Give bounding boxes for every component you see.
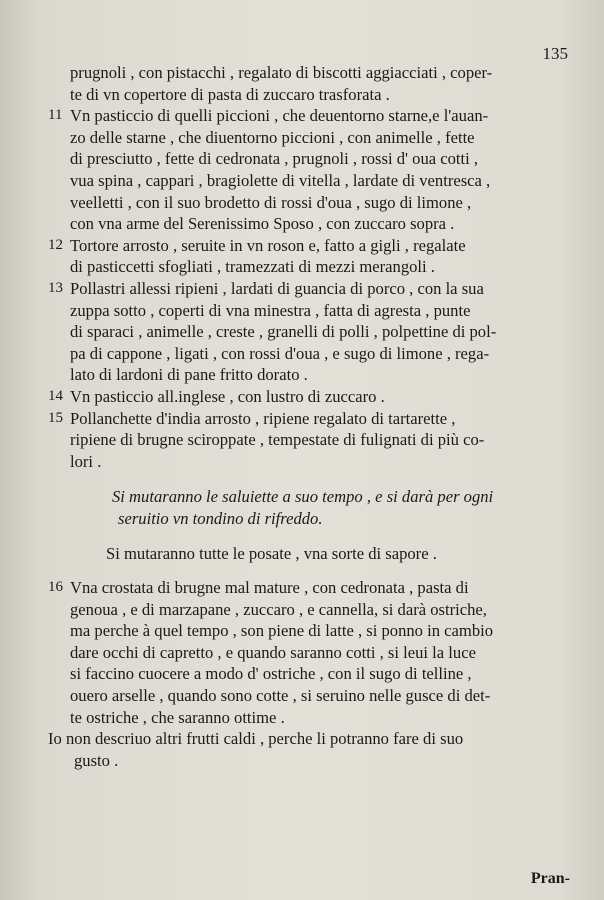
text-line: si faccino cuocere a modo d' ostriche , con il sugo di telline , — [70, 664, 472, 684]
napkin-note — [48, 486, 596, 529]
menu-entry-15 — [48, 408, 596, 473]
catchword: Pran- — [530, 870, 570, 887]
text-line: Vna crostata di brugne mal mature , con cedronata , pasta di — [70, 578, 469, 598]
cutlery-note — [48, 543, 596, 565]
text-line: dare occhi di capretto , e quando saranno cotti , si leui la luce — [70, 642, 476, 662]
text-line: di presciutto , fette di cedronata , prugnoli , rossi d' oua cotti , — [70, 149, 479, 169]
text-line: zo delle starne , che diuentorno piccioni , con animelle , fette — [70, 127, 475, 147]
text-line: zuppa sotto , coperti di vna minestra , fatta di agresta , punte — [70, 300, 471, 320]
menu-entry-14 — [48, 386, 596, 408]
text-line: Pollastri allessi ripieni , lardati di guancia di porco , con la sua — [70, 278, 484, 298]
text-line: prugnoli , con pistacchi , regalato di biscotti aggiacciati , coper- — [70, 63, 493, 82]
menu-entry-13 — [48, 278, 596, 386]
menu-entry-12 — [48, 235, 596, 278]
entry-number: 15 — [48, 409, 63, 426]
continuation-paragraph — [48, 62, 596, 105]
text-line: te ostriche , che saranno ottime . — [70, 707, 285, 727]
entry-number: 11 — [48, 107, 63, 124]
entry-number: 14 — [48, 387, 63, 404]
text-line: Tortore arrosto , seruite in vn roson e, fatto a gigli , regalate — [70, 235, 466, 255]
text-line: gusto . — [74, 750, 119, 770]
closing-paragraph — [48, 728, 596, 771]
text-line: di sparaci , animelle , creste , granelli di polli , polpettine di pol- — [70, 322, 497, 342]
entry-number: 13 — [48, 279, 63, 296]
text-line: Vn pasticcio all.inglese , con lustro di zuccaro . — [70, 386, 385, 406]
text-line: te di vn copertore di pasta di zuccaro trasforata . — [70, 84, 390, 104]
text-line: vua spina , cappari , bragiolette di vitella , lardate di ventresca , — [70, 170, 491, 190]
text-line: lori . — [70, 451, 102, 471]
text-line: veelletti , con il suo brodetto di rossi d'oua , sugo di limone , — [70, 192, 472, 212]
text-line: pa di cappone , ligati , con rossi d'oua , e sugo di limone , rega- — [70, 343, 490, 363]
text-line: Pollanchette d'india arrosto , ripiene regalato di tartarette , — [70, 408, 456, 428]
text-line: Si mutaranno le saluiette a suo tempo , e si darà per ogni — [112, 487, 494, 507]
page-number: 135 — [542, 44, 568, 63]
text-line: Si mutaranno tutte le posate , vna sorte di sapore . — [106, 544, 437, 564]
text-line: lato di lardoni di pane fritto dorato . — [70, 365, 308, 385]
menu-entry-16 — [48, 577, 596, 728]
text-line: ripiene di brugne sciroppate , tempestate di fulignati di più co- — [70, 430, 485, 450]
entry-number: 12 — [48, 236, 63, 253]
text-line: Vn pasticcio di quelli piccioni , che deuentorno starne,e l'auan- — [70, 106, 489, 126]
text-line: di pasticcetti sfogliati , tramezzati di mezzi merangoli . — [70, 257, 435, 277]
text-line: ouero arselle , quando sono cotte , si seruino nelle gusce di det- — [70, 686, 491, 706]
text-line: Io non descriuo altri frutti caldi , perche li potranno fare di suo — [48, 729, 464, 749]
menu-entry-11 — [48, 105, 596, 235]
text-line: seruitio vn tondino di rifreddo. — [118, 508, 323, 528]
text-line: genoua , e di marzapane , zuccaro , e cannella, si darà ostriche, — [70, 599, 487, 619]
entry-number: 16 — [48, 579, 63, 596]
text-line: con vna arme del Serenissimo Sposo , con zuccaro sopra . — [70, 214, 455, 234]
page-text — [48, 62, 596, 771]
text-line: ma perche à quel tempo , son piene di latte , si ponno in cambio — [70, 621, 494, 641]
